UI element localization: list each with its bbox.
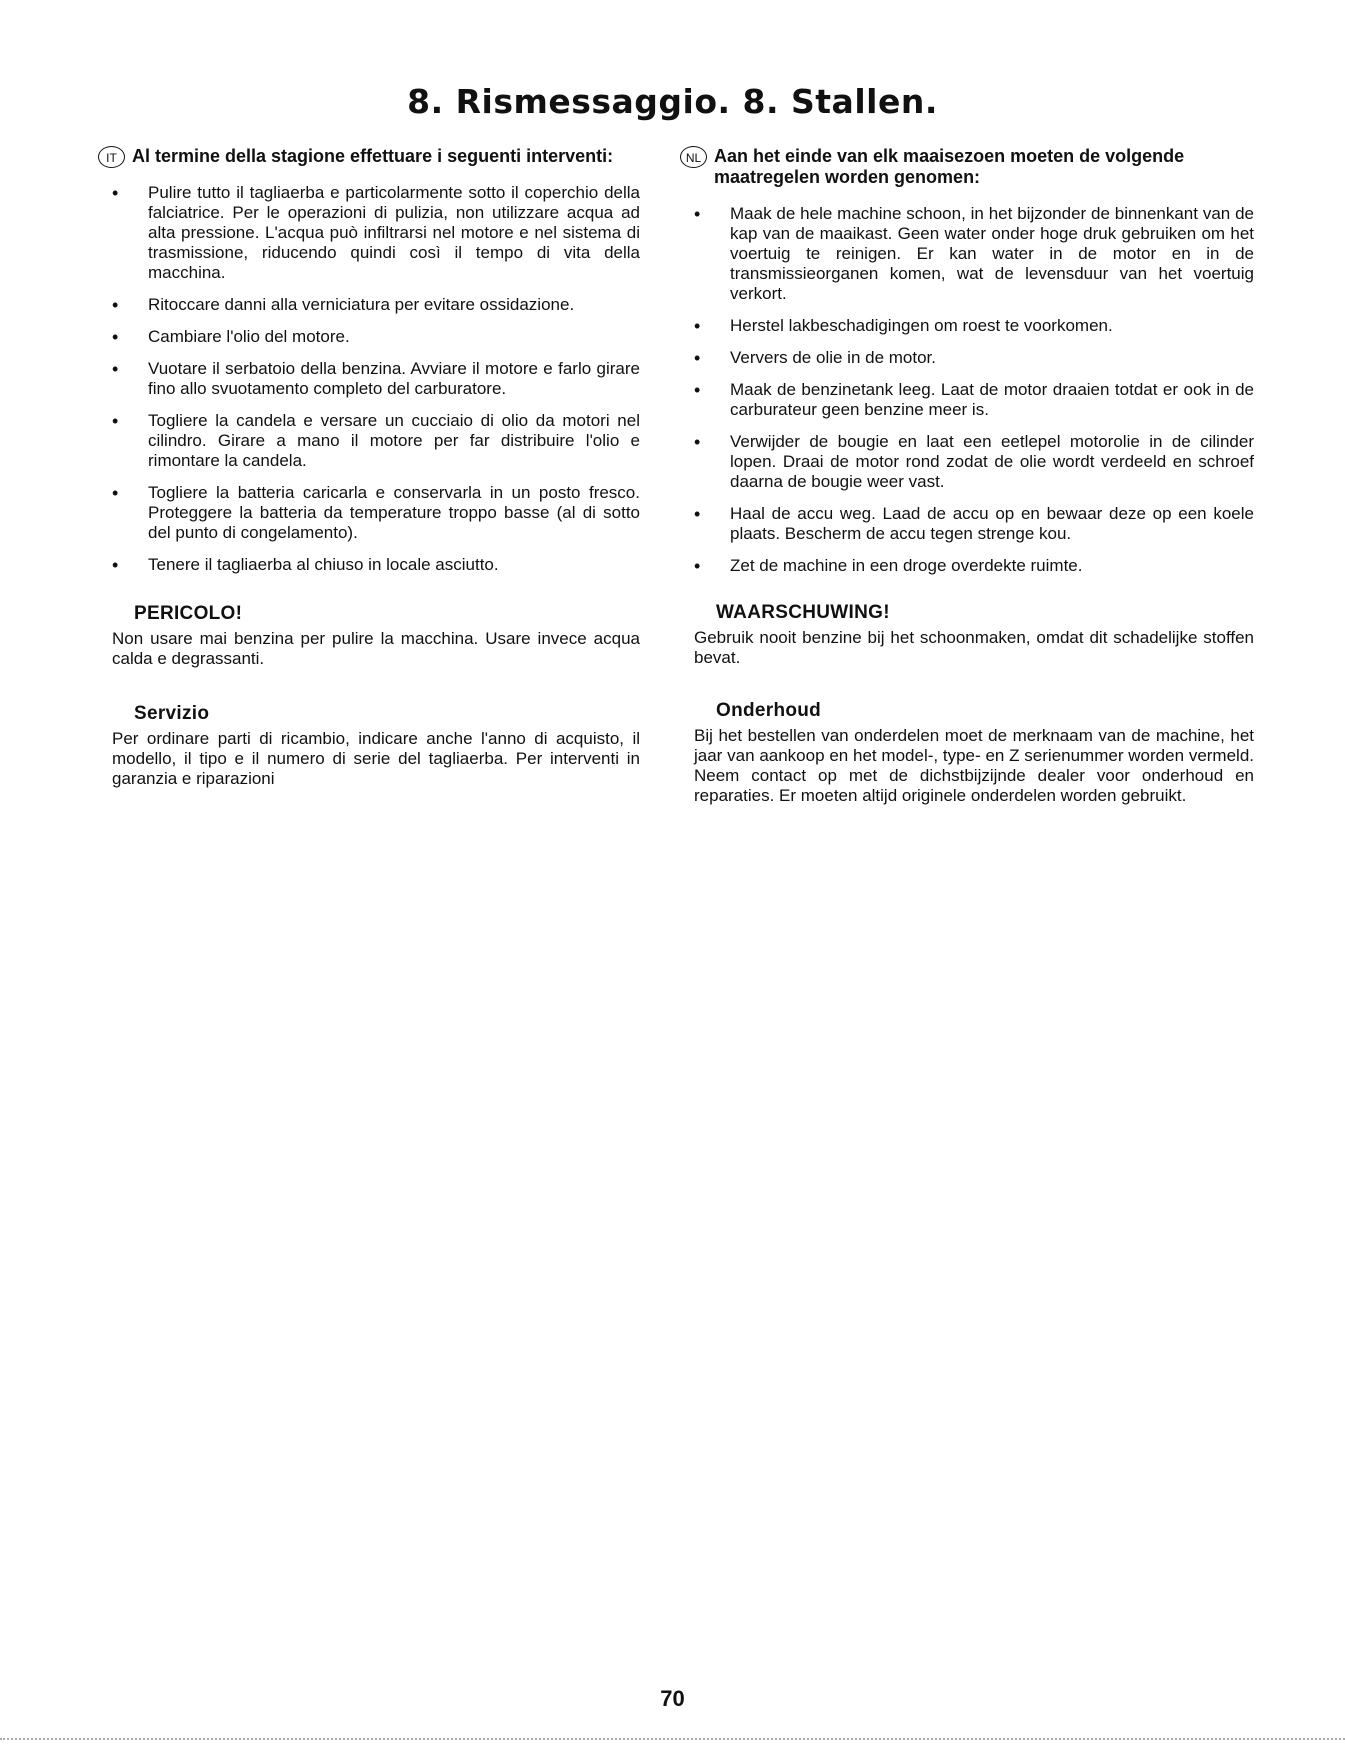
bullet-icon: • (112, 411, 119, 431)
list-item: • Togliere la batteria caricarla e conservarla in un posto fresco. Proteggere la batteria da temperature troppo basse (al di sotto del punto di congelamento). (112, 483, 640, 542)
bullet-icon: • (112, 295, 119, 315)
bullet-icon: • (694, 316, 701, 336)
list-item: • Haal de accu weg. Laad de accu op en bewaar deze op een koele plaats. Bescherm de accu tegen strenge kou. (694, 504, 1254, 543)
bottom-divider (0, 1738, 1345, 1740)
italian-language-badge: IT (98, 146, 125, 168)
bullet-icon: • (112, 327, 119, 347)
bullet-icon: • (112, 555, 119, 575)
list-item: • Vuotare il serbatoio della benzina. Avviare il motore e farlo girare fino allo svuotamento completo del carburatore. (112, 359, 640, 398)
bullet-icon: • (112, 183, 119, 203)
page-title: 8. Rismessaggio. 8. Stallen. (407, 82, 938, 121)
bullet-icon: • (112, 483, 119, 503)
list-item: • Maak de benzinetank leeg. Laat de motor draaien totdat er ook in de carburateur geen benzine meer is. (694, 380, 1254, 419)
dutch-intro (685, 146, 1254, 188)
dutch-warning-section (694, 602, 1254, 668)
list-item: • Ververs de olie in de motor. (694, 348, 937, 368)
dutch-maintenance-text: Bij het bestellen van onderdelen moet de merknaam van de machine, het jaar van aankoop en het model-, type- en Z serienummer worden vermeld. Neem contact op met de dichstbijzijnde dealer voor onderhoud en reparaties. Er moeten altijd originele onderdelen worden gebruikt. (694, 726, 1254, 805)
italian-warning-title: PERICOLO! (134, 603, 243, 624)
bullet-icon: • (694, 348, 701, 368)
list-item: • Pulire tutto il tagliaerba e particolarmente sotto il coperchio della falciatrice. Per le operazioni di pulizia, non utilizzare acqua ad alta pressione. L'acqua può infiltrarsi nel motore e nel sistema di trasmissione, riducendo quindi così il tempo di vita della macchina. (112, 183, 640, 282)
dutch-warning-text: Gebruik nooit benzine bij het schoonmaken, omdat dit schadelijke stoffen bevat. (694, 628, 1254, 667)
dutch-intro-text: Aan het einde van elk maaisezoen moeten de volgende maatregelen worden genomen: (714, 146, 1185, 187)
dutch-language-badge: NL (680, 146, 707, 168)
bullet-icon: • (112, 359, 119, 379)
dutch-maintenance-title: Onderhoud (716, 700, 822, 721)
bullet-icon: • (694, 432, 701, 452)
italian-service-text: Per ordinare parti di ricambio, indicare anche l'anno di acquisto, il modello, il tipo e il numero di serie del tagliaerba. Per interventi in garanzia e riparazioni (112, 729, 640, 788)
italian-service-title: Servizio (134, 703, 210, 724)
italian-intro (106, 146, 640, 167)
italian-intro-text: Al termine della stagione effettuare i seguenti interventi: (132, 146, 614, 166)
bullet-icon: • (694, 504, 701, 524)
italian-service-section (112, 703, 640, 789)
italian-steps-list (112, 183, 640, 575)
italian-warning-section (112, 603, 640, 669)
dutch-maintenance-section (694, 700, 1254, 806)
list-item: • Herstel lakbeschadigingen om roest te voorkomen. (694, 316, 1113, 336)
list-item: • Verwijder de bougie en laat een eetlepel motorolie in de cilinder lopen. Draai de motor rond zodat de olie wordt verdeeld en schroef daarna de bougie weer vast. (694, 432, 1254, 491)
italian-warning-text: Non usare mai benzina per pulire la macchina. Usare invece acqua calda e degrassanti. (112, 629, 640, 668)
list-item: • Cambiare l'olio del motore. (112, 327, 350, 347)
italian-column (106, 146, 640, 789)
list-item: • Ritoccare danni alla verniciatura per evitare ossidazione. (112, 295, 575, 315)
list-item: • Maak de hele machine schoon, in het bijzonder de binnenkant van de kap van de maaikast. Geen water onder hoge druk gebruiken om het voertuig te reinigen. Er kan water in de motor en in de transmissieorganen komen, wat de levensduur van het voertuig verkort. (694, 204, 1254, 303)
dutch-warning-title: WAARSCHUWING! (716, 602, 890, 623)
list-item: • Tenere il tagliaerba al chiuso in locale asciutto. (112, 555, 499, 575)
bullet-icon: • (694, 380, 701, 400)
bullet-icon: • (694, 204, 701, 224)
page-number: 70 (660, 1686, 685, 1711)
list-item: • Zet de machine in een droge overdekte ruimte. (694, 556, 1083, 576)
dutch-steps-list (694, 204, 1254, 576)
list-item: • Togliere la candela e versare un cucciaio di olio da motori nel cilindro. Girare a mano il motore per far distribuire l'olio e rimontare la candela. (112, 411, 640, 470)
dutch-column (685, 146, 1254, 806)
bullet-icon: • (694, 556, 701, 576)
